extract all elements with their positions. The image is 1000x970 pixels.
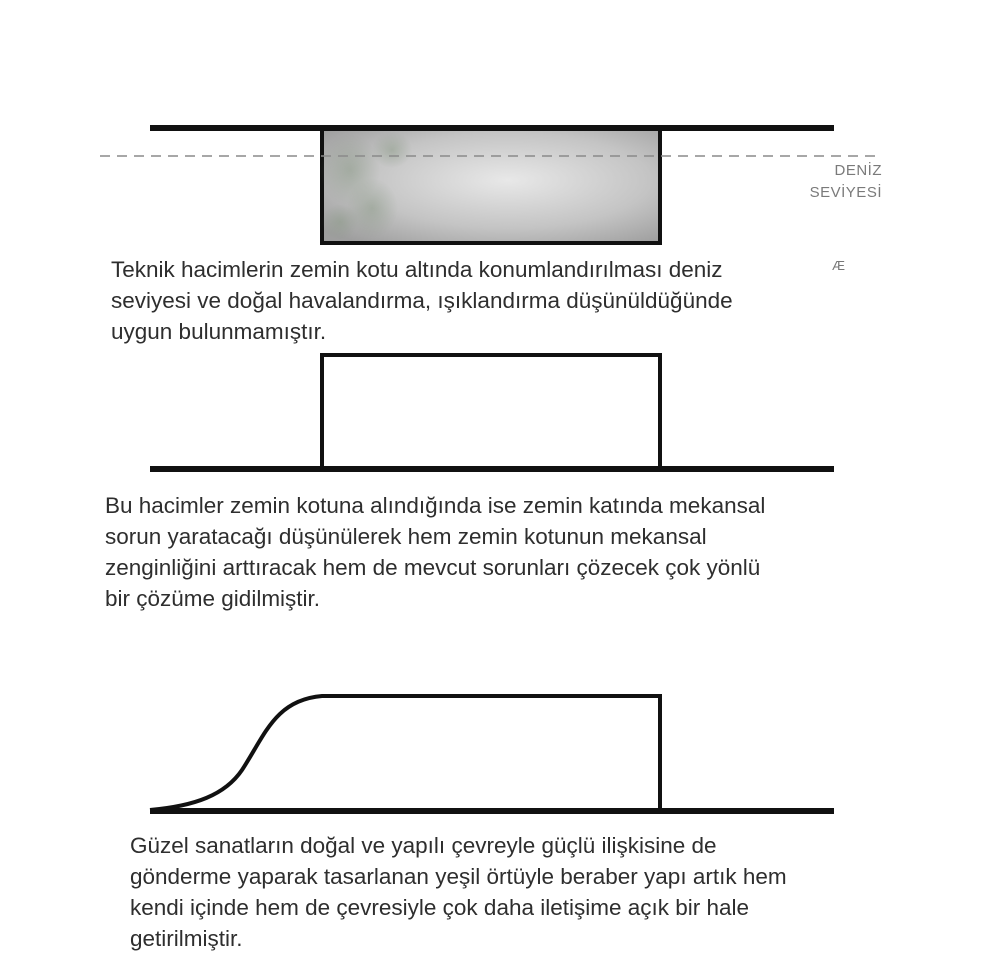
green-cover-volume [150,696,660,810]
caption-line: sorun yaratacağı düşünülerek hem zemin kotunun mekansal [105,524,707,549]
caption-line: zenginliğini arttıracak hem de mevcut sorunları çözecek çok yönlü [105,555,761,580]
caption-line: seviyesi ve doğal havalandırma, ışıklandırma düşünüldüğünde [111,288,733,313]
caption-green-cover [130,830,787,954]
stray-mark: Æ [832,258,845,273]
diagram-green-cover [150,696,834,811]
caption-line: Bu hacimler zemin kotuna alındığında ise zemin katında mekansal [105,493,766,518]
sea-level-label-line-1: DENİZ [834,162,882,179]
caption-line: gönderme yaparak tasarlanan yeşil örtüyle beraber yapı artık hem [130,864,787,889]
sea-level-label [762,160,882,204]
caption-line: Teknik hacimlerin zemin kotu altında konumlandırılması deniz [111,257,723,282]
caption-line: Güzel sanatların doğal ve yapılı çevreyle güçlü ilişkisine de [130,833,717,858]
caption-line: kendi içinde hem de çevresiyle çok daha iletişime açık bir hale [130,895,750,920]
caption-ground-level [105,490,765,614]
diagram-ground-level [150,355,834,469]
caption-line: bir çözüme gidilmiştir. [105,586,321,611]
caption-line: uygun bulunmamıştır. [111,319,327,344]
ground-level-volume [322,355,660,469]
caption-below-ground [111,254,733,347]
sea-level-label-line-2: SEVİYESİ [809,184,882,201]
caption-line: getirilmiştir. [130,926,243,951]
